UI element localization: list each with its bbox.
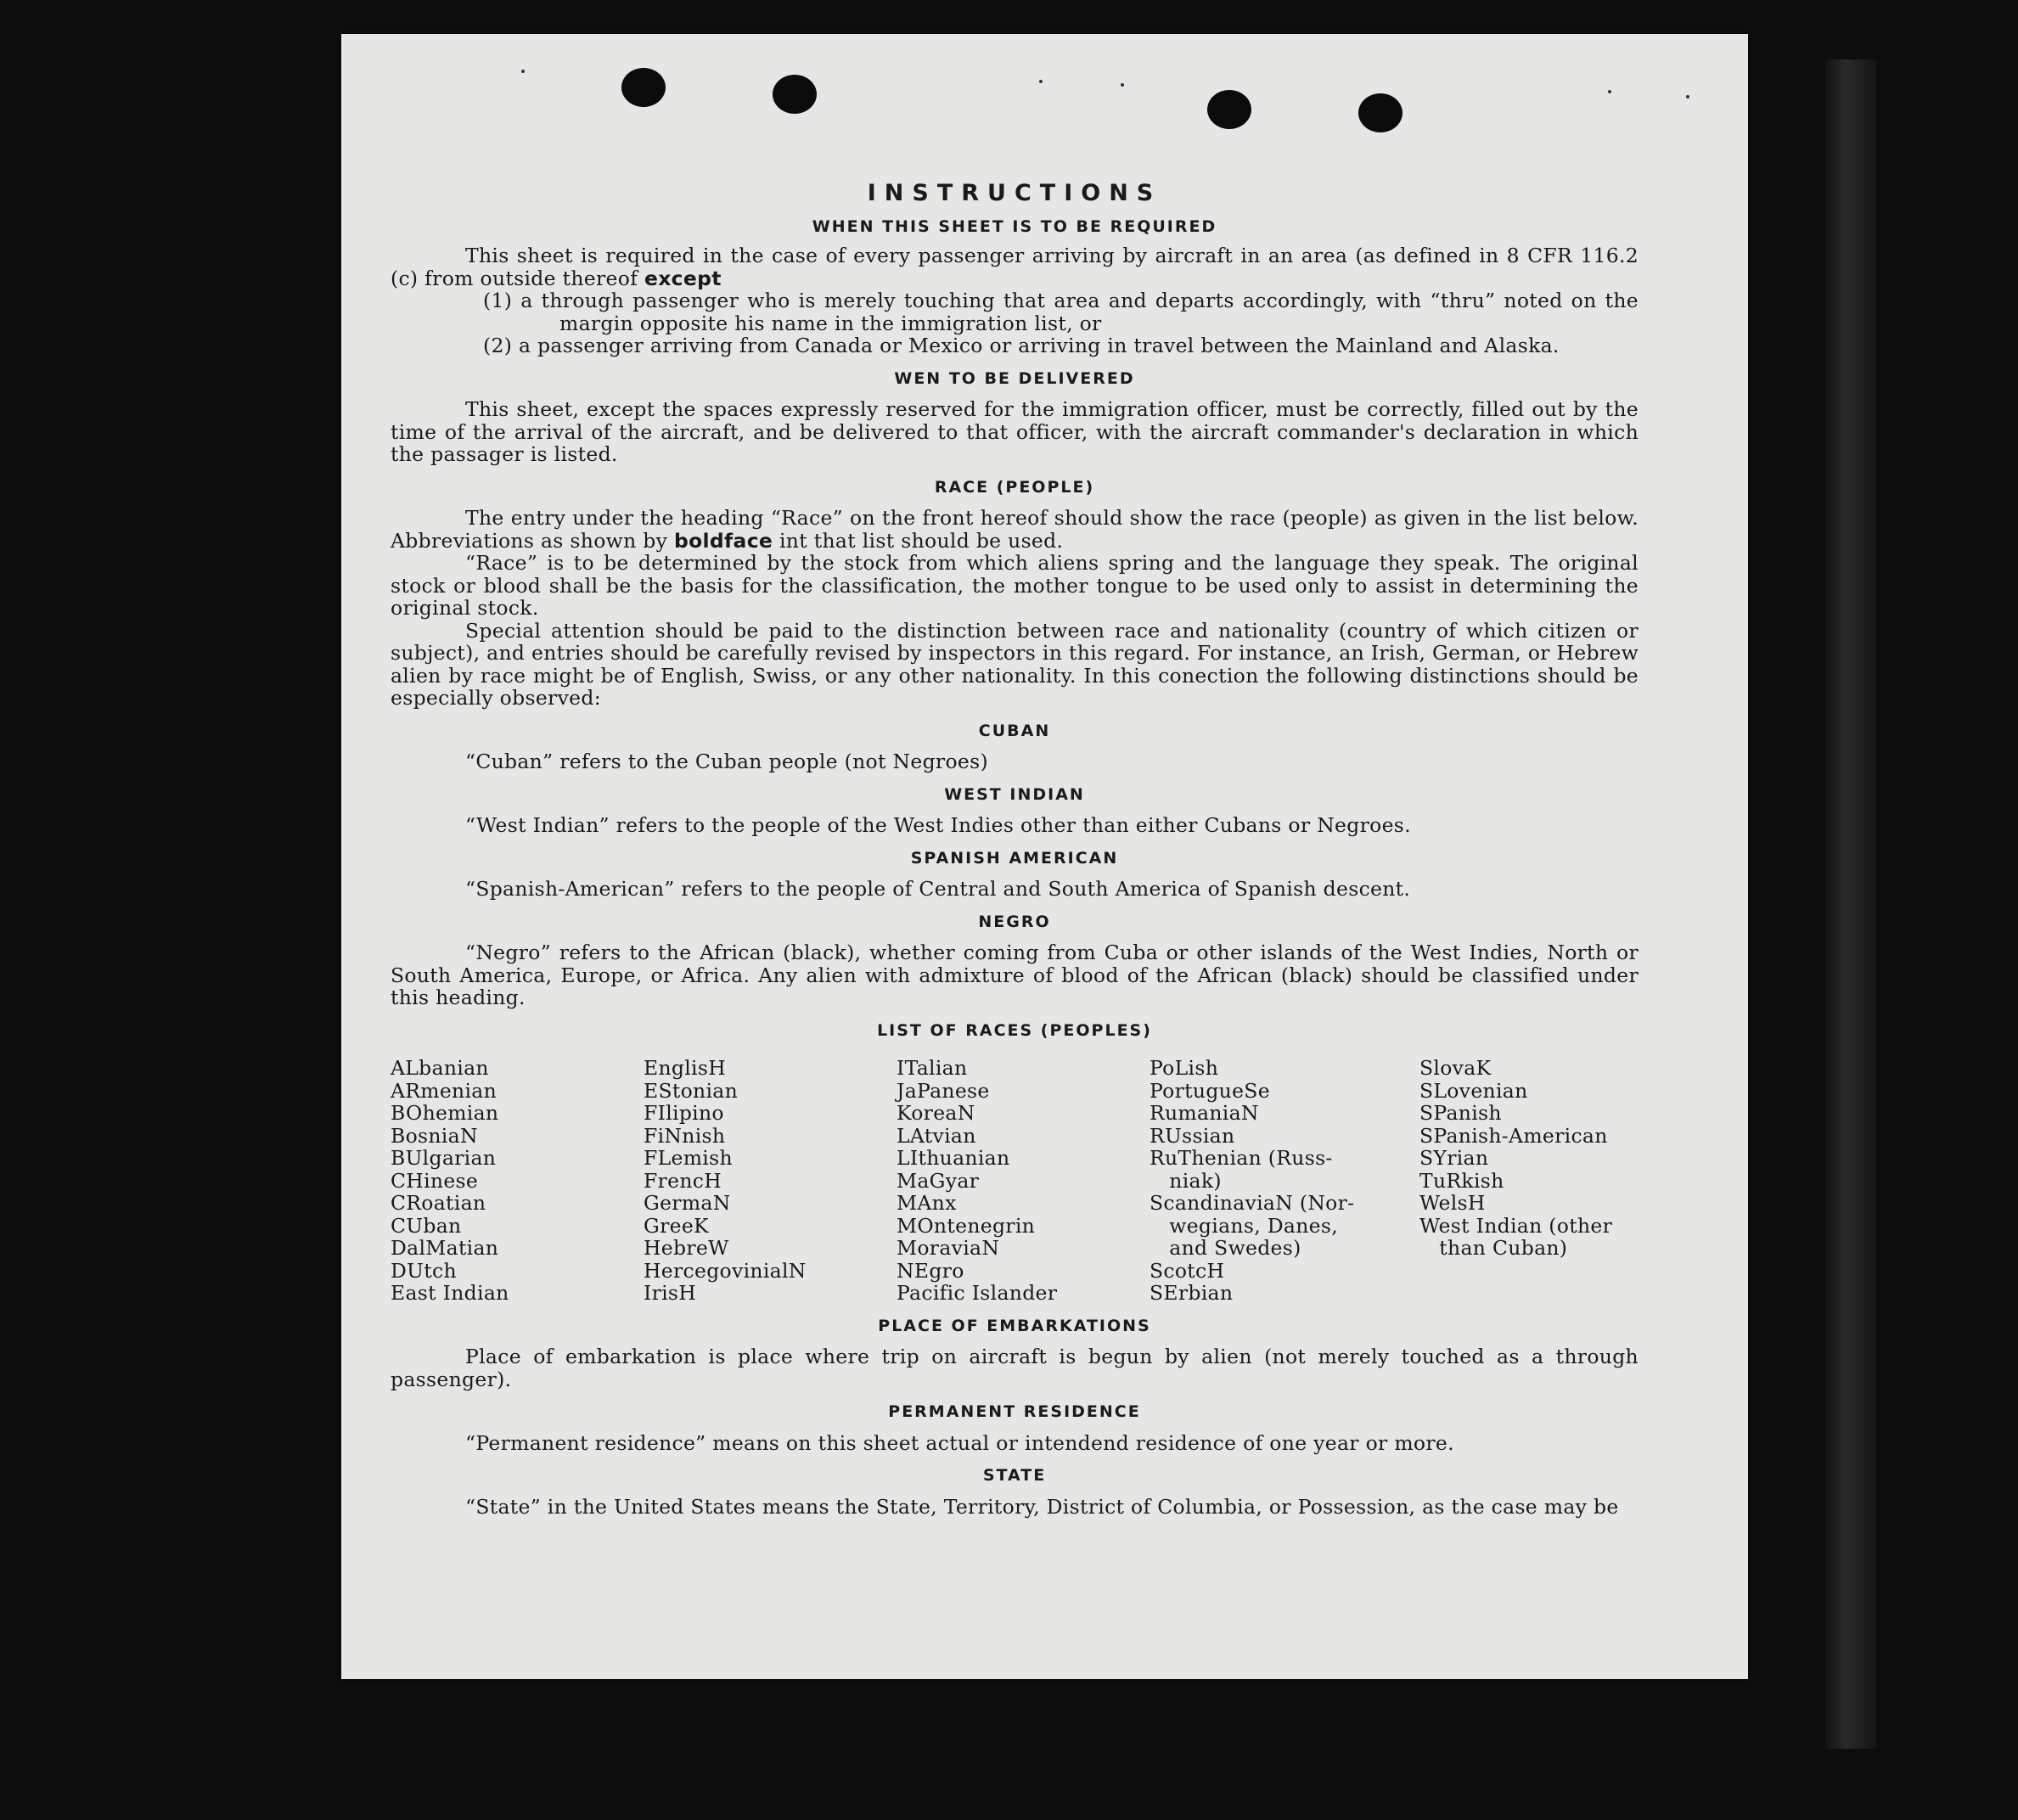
speck: [1121, 83, 1124, 87]
speck: [1608, 90, 1611, 93]
heading-delivered: WEN TO BE DELIVERED: [894, 368, 1135, 388]
race-item: SYrian: [1419, 1146, 1489, 1170]
race-item: IrisH: [644, 1281, 697, 1305]
race-item: GermaN: [644, 1191, 731, 1215]
race-item: BosniaN: [391, 1123, 478, 1148]
race-item: RumaniaN: [1150, 1101, 1259, 1125]
heading-cuban: CUBAN: [978, 721, 1051, 740]
race-item: LAtvian: [897, 1123, 976, 1148]
race-item: NEgro: [897, 1258, 964, 1283]
race-item: West Indian (other: [1419, 1213, 1613, 1238]
race-item: JaPanese: [897, 1078, 990, 1103]
race-item: PoLish: [1150, 1056, 1219, 1080]
race-item: than Cuban): [1419, 1236, 1568, 1260]
race-item: ScotcH: [1150, 1258, 1225, 1283]
document-page: [341, 34, 1748, 1679]
race-item: RuThenian (Russ-: [1150, 1146, 1333, 1170]
state-text: “State” in the United States means the State, Territory, District of Columbia, or Possession, as the case may be: [465, 1494, 1619, 1519]
race-paragraph-2: “Race” is to be determined by the stock from which aliens spring and the language they speak. The original stock or blood shall be the basis for the classification, the mother tongue to be used only to assist in determining the original stock.: [391, 551, 1639, 620]
punch-hole: [773, 75, 817, 114]
race-item: ALbanian: [391, 1056, 489, 1080]
race-item: Pacific Islander: [897, 1281, 1058, 1305]
race-item: ARmenian: [391, 1078, 497, 1103]
race-item: CHinese: [391, 1168, 479, 1193]
race-paragraph-1: The entry under the heading “Race” on the front hereof should show the race (people) as given in the list below. Abbreviations as shown by boldface int that list should be used.: [391, 506, 1639, 553]
race-item: SPanish-American: [1419, 1123, 1608, 1148]
race-item: KoreaN: [897, 1101, 975, 1125]
race-item: BUlgarian: [391, 1146, 497, 1170]
heading-required: WHEN THIS SHEET IS TO BE REQUIRED: [812, 216, 1217, 236]
speck: [1039, 80, 1043, 83]
page-title: INSTRUCTIONS: [867, 180, 1162, 206]
race-item: PortugueSe: [1150, 1078, 1270, 1103]
race-paragraph-3: Special attention should be paid to the distinction between race and nationality (country of which citizen or subject), and entries should be carefully revised by inspectors in this regard. For instance, an Irish, German, or Hebrew alien by race might be of English, Swiss, or any other nationality. In this conection the following distinctions should be especially observed:: [391, 618, 1639, 710]
heading-embarkation: PLACE OF EMBARKATIONS: [878, 1316, 1151, 1335]
race-item: EStonian: [644, 1078, 739, 1103]
race-item: ITalian: [897, 1056, 968, 1080]
race-item: niak): [1150, 1168, 1222, 1193]
race-item: CRoatian: [391, 1191, 486, 1215]
race-item: MoraviaN: [897, 1236, 1000, 1260]
race-item: HercegovinialN: [644, 1258, 807, 1283]
race-item: FLemish: [644, 1146, 733, 1170]
required-item-2: (2) a passenger arriving from Canada or Mexico or arriving in travel between the Mainland and Alaska.: [483, 334, 1560, 357]
heading-west-indian: WEST INDIAN: [944, 784, 1085, 804]
punch-hole: [621, 68, 666, 107]
except-word: except: [644, 266, 722, 290]
race-item: RUssian: [1150, 1123, 1235, 1148]
heading-spanish-american: SPANISH AMERICAN: [910, 848, 1119, 868]
races-column-5: [1419, 1057, 1639, 1305]
races-column-4: [1150, 1057, 1419, 1305]
races-column-3: [897, 1057, 1150, 1305]
race-item: GreeK: [644, 1213, 709, 1238]
heading-list-of-races: LIST OF RACES (PEOPLES): [877, 1020, 1152, 1040]
race-item: TuRkish: [1419, 1168, 1504, 1193]
race-item: SPanish: [1419, 1101, 1502, 1125]
required-intro: This sheet is required in the case of every passenger arriving by aircraft in an area (as defined in 8 CFR 116.2 (c) from outside thereof except: [391, 244, 1639, 290]
punch-hole: [1207, 90, 1251, 129]
spanish-american-text: “Spanish-American” refers to the people of Central and South America of Spanish descent.: [465, 877, 1411, 901]
embarkation-text: Place of embarkation is place where trip on aircraft is begun by alien (not merely touched as a through passenger).: [391, 1345, 1639, 1391]
race-item: LIthuanian: [897, 1146, 1010, 1170]
race-item: SErbian: [1150, 1281, 1234, 1305]
heading-negro: NEGRO: [978, 912, 1051, 931]
residence-text: “Permanent residence” means on this sheet actual or intendend residence of one year or more.: [465, 1430, 1454, 1455]
race-item: wegians, Danes,: [1150, 1213, 1338, 1238]
heading-residence: PERMANENT RESIDENCE: [888, 1402, 1141, 1421]
race-item: CUban: [391, 1213, 462, 1238]
race-item: FiNnish: [644, 1123, 726, 1148]
heading-state: STATE: [982, 1466, 1047, 1485]
race-item: ScandinaviaN (Nor-: [1150, 1191, 1355, 1215]
race-item: SlovaK: [1419, 1056, 1492, 1080]
delivered-text: This sheet, except the spaces expressly reserved for the immigration officer, must be correctly, filled out by the time of the arrival of the aircraft, and be delivered to that officer, with the aircraft commander's declaration in which the passager is listed.: [391, 397, 1639, 466]
races-list: [391, 1057, 1639, 1305]
race-item: DalMatian: [391, 1236, 499, 1260]
instructions-text: [391, 157, 1639, 1518]
race-item: MAnx: [897, 1191, 957, 1215]
race-item: DUtch: [391, 1258, 457, 1283]
punch-hole: [1358, 93, 1402, 132]
race-item: SLovenian: [1419, 1078, 1528, 1103]
heading-race: RACE (PEOPLE): [934, 477, 1095, 497]
race-item: East Indian: [391, 1281, 509, 1305]
race-item: WelsH: [1419, 1191, 1486, 1215]
races-column-1: [391, 1057, 644, 1305]
race-item: EnglisH: [644, 1056, 727, 1080]
race-item: MaGyar: [897, 1168, 980, 1193]
race-item: and Swedes): [1150, 1236, 1301, 1260]
race-item: HebreW: [644, 1236, 729, 1260]
races-column-2: [644, 1057, 897, 1305]
speck: [521, 70, 525, 73]
race-item: MOntenegrin: [897, 1213, 1036, 1238]
race-item: FIlipino: [644, 1101, 724, 1125]
race-item: BOhemian: [391, 1101, 499, 1125]
required-item-1: (1) a through passenger who is merely touching that area and departs accordingly, with “thru” noted on the margin opposite his name in the immigration list, or: [483, 289, 1639, 335]
negro-text: “Negro” refers to the African (black), whether coming from Cuba or other islands of the West Indies, North or South America, Europe, or Africa. Any alien with admixture of blood of the African (black) should be classified under this heading.: [391, 941, 1639, 1009]
boldface-word: boldface: [673, 528, 773, 553]
race-item: FrencH: [644, 1168, 722, 1193]
cuban-text: “Cuban” refers to the Cuban people (not Negroes): [465, 750, 988, 773]
west-indian-text: “West Indian” refers to the people of the West Indies other than either Cubans or Negroes.: [465, 813, 1411, 837]
scan-edge: [1825, 59, 1876, 1749]
speck: [1686, 95, 1689, 98]
